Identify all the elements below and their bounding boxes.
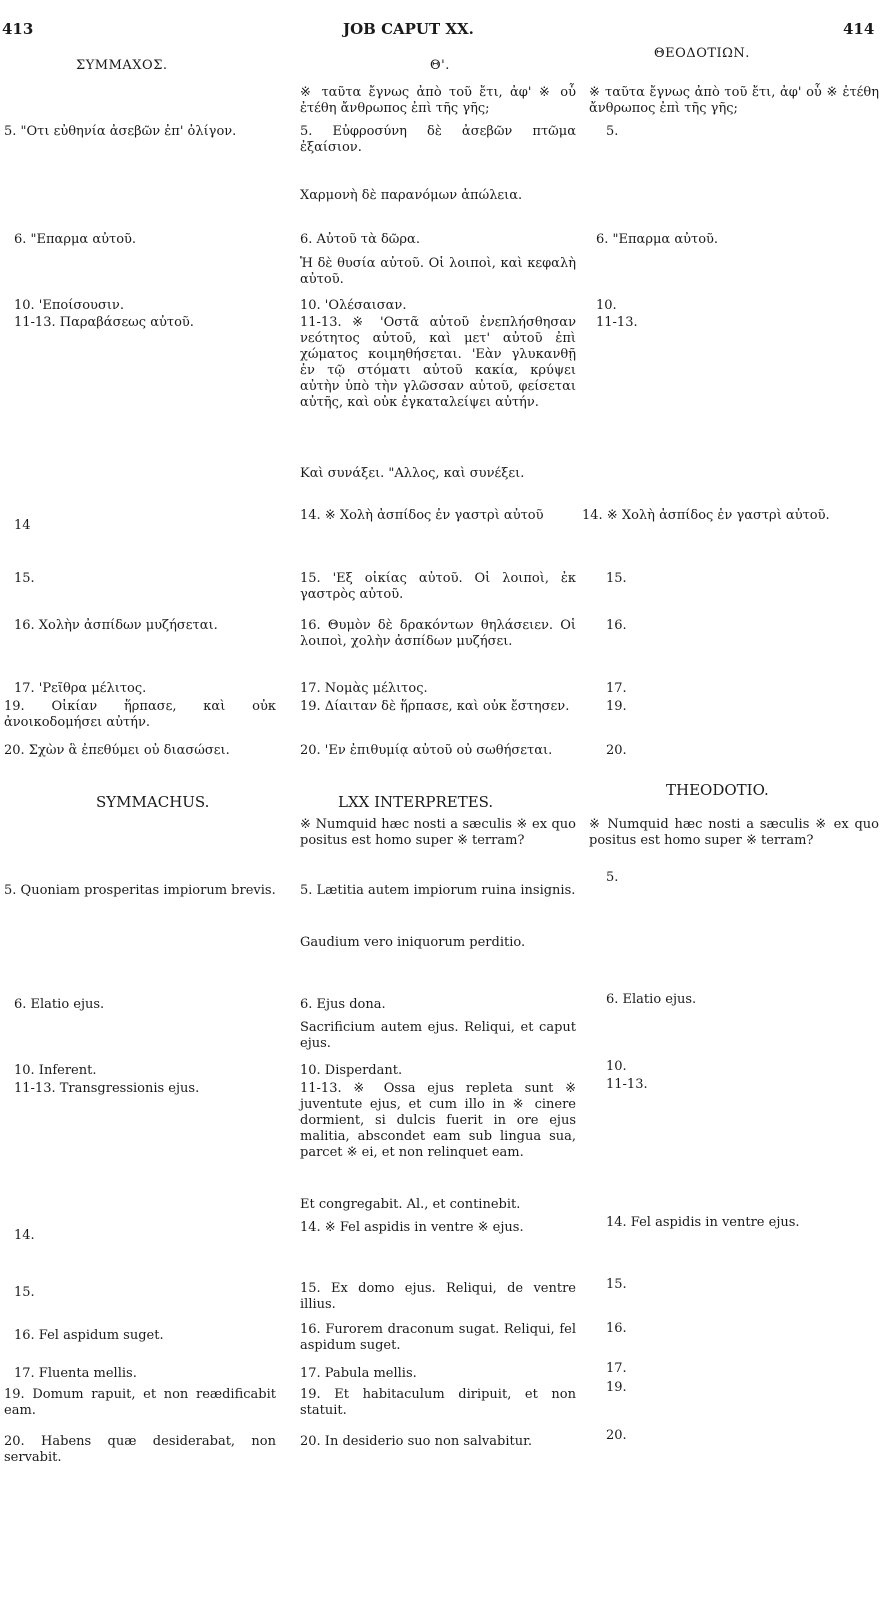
greek-theo-v17: 17. bbox=[606, 681, 627, 696]
greek-lxx-v5: 5. Εὐφροσύνη δὲ ἀσεβῶν πτῶμα ἐξαίσιον. bbox=[300, 124, 576, 155]
greek-lxx-v6-note: Ἡ δὲ θυσία αὐτοῦ. Οἱ λοιποὶ, καὶ κεφαλὴ αὐτοῦ. bbox=[300, 256, 576, 287]
latin-lxx-v20: 20. In desiderio suo non salvabitur. bbox=[300, 1434, 533, 1449]
latin-symmachus-head: SYMMACHUS. bbox=[96, 793, 210, 811]
greek-theo-v15: 15. bbox=[606, 571, 627, 586]
latin-sym-v15: 15. bbox=[14, 1285, 35, 1300]
latin-theo-v5: 5. bbox=[606, 870, 619, 885]
greek-sym-v20: 20. Σχὼν ἃ ἐπεθύμει οὐ διασώσει. bbox=[4, 743, 230, 758]
greek-lxx-v17: 17. Νομὰς μέλιτος. bbox=[300, 681, 428, 696]
greek-theo-v10: 10. bbox=[596, 298, 617, 313]
greek-lxx-head: Θ'. bbox=[430, 58, 450, 73]
latin-sym-v10: 10. Inferent. bbox=[14, 1063, 97, 1078]
latin-sym-v14: 14. bbox=[14, 1228, 35, 1243]
latin-lxx-v19: 19. Et habitaculum diripuit, et non statuit. bbox=[300, 1387, 576, 1418]
greek-lxx-v16: 16. Θυμὸν δὲ δρακόντων θηλάσειεν. Οἱ λοιποὶ, χολὴν ἀσπίδων μυζήσει. bbox=[300, 618, 576, 649]
latin-theo-v19: 19. bbox=[606, 1380, 627, 1395]
latin-lxx-v14: 14. ※ Fel aspidis in ventre ※ ejus. bbox=[300, 1220, 524, 1235]
latin-theo-v17: 17. bbox=[606, 1361, 627, 1376]
greek-lxx-v20: 20. 'Εν ἐπιθυμίᾳ αὐτοῦ οὐ σωθήσεται. bbox=[300, 743, 553, 758]
latin-sym-v11-13: 11-13. Transgressionis ejus. bbox=[14, 1081, 200, 1096]
right-page-number: 414 bbox=[843, 20, 875, 38]
greek-symmachus-head: ΣΥΜΜΑΧΟΣ. bbox=[76, 58, 168, 73]
greek-lxx-hexapla-intro: ※ ταῦτα ἔγνως ἀπὸ τοῦ ἔτι, ἀφ' ※ οὗ ἐτέθη ἄνθρωπος ἐπὶ τῆς γῆς; bbox=[300, 85, 576, 116]
greek-sym-v16: 16. Χολὴν ἀσπίδων μυζήσεται. bbox=[14, 618, 218, 633]
latin-sym-v20: 20. Habens quæ desiderabat, non servabit. bbox=[4, 1434, 276, 1465]
greek-theodotion-head: ΘΕΟΔΟΤΙΩΝ. bbox=[654, 46, 750, 61]
latin-theo-v11-13: 11-13. bbox=[606, 1077, 648, 1092]
greek-theo-v20: 20. bbox=[606, 743, 627, 758]
greek-lxx-v11-13-note: Καὶ συνάξει. "Αλλος, καὶ συνέξει. bbox=[300, 466, 525, 481]
greek-sym-v5: 5. "Οτι εὐθηνία ἀσεβῶν ἐπ' ὀλίγον. bbox=[4, 124, 237, 139]
latin-theo-v10: 10. bbox=[606, 1059, 627, 1074]
latin-theo-hexapla-intro: ※ Numquid hæc nosti a sæculis ※ ex quo positus est homo super ※ terram? bbox=[589, 817, 879, 848]
greek-theo-v6: 6. "Επαρμα αὐτοῦ. bbox=[596, 232, 719, 247]
latin-theo-v20: 20. bbox=[606, 1428, 627, 1443]
greek-theo-v11-13: 11-13. bbox=[596, 315, 638, 330]
left-page-number: 413 bbox=[2, 20, 34, 38]
greek-lxx-v15: 15. 'Εξ οἰκίας αὐτοῦ. Οἱ λοιποὶ, ἐκ γαστρὸς αὐτοῦ. bbox=[300, 571, 576, 602]
greek-lxx-v19: 19. Δίαιταν δὲ ἥρπασε, καὶ οὐκ ἔστησεν. bbox=[300, 699, 570, 714]
greek-lxx-v6: 6. Αὐτοῦ τὰ δῶρα. bbox=[300, 232, 420, 247]
greek-sym-v6: 6. "Επαρμα αὐτοῦ. bbox=[14, 232, 137, 247]
latin-lxx-v15: 15. Ex domo ejus. Reliqui, de ventre illius. bbox=[300, 1281, 576, 1312]
greek-sym-v14: 14 bbox=[14, 518, 31, 533]
greek-theo-v5: 5. bbox=[606, 124, 619, 139]
greek-lxx-v14: 14. ※ Χολὴ ἀσπίδος ἐν γαστρὶ αὐτοῦ bbox=[300, 508, 544, 523]
greek-sym-v17: 17. 'Ρεῖθρα μέλιτος. bbox=[14, 681, 147, 696]
greek-lxx-v5-alt: Χαρμονὴ δὲ παρανόμων ἀπώλεια. bbox=[300, 188, 523, 203]
latin-lxx-v17: 17. Pabula mellis. bbox=[300, 1366, 417, 1381]
greek-lxx-v10: 10. 'Ολέσαισαν. bbox=[300, 298, 407, 313]
greek-lxx-v11-13: 11-13. ※ 'Οστᾶ αὐτοῦ ἐνεπλήσθησαν νεότητος αὐτοῦ, καὶ μετ' αὐτοῦ ἐπὶ χώματος κοιμηθήσεται. 'Εὰν γλυκανθῇ ἐν τῷ στόματι αὐτοῦ κακία, κρύψει αὐτὴν ὑπὸ τὴν γλῶσσαν αὐτοῦ, φείσεται αὐτῆς, καὶ οὐκ ἐγκαταλείψει αὐτήν. bbox=[300, 315, 576, 410]
latin-theo-v6: 6. Elatio ejus. bbox=[606, 992, 697, 1007]
greek-sym-v11-13: 11-13. Παραβάσεως αὐτοῦ. bbox=[14, 315, 194, 330]
latin-sym-v19: 19. Domum rapuit, et non reædificabit eam. bbox=[4, 1387, 276, 1418]
latin-theo-v16: 16. bbox=[606, 1321, 627, 1336]
latin-lxx-v10: 10. Disperdant. bbox=[300, 1063, 403, 1078]
latin-lxx-v6-note: Sacrificium autem ejus. Reliqui, et caput ejus. bbox=[300, 1020, 576, 1051]
greek-sym-v15: 15. bbox=[14, 571, 35, 586]
latin-lxx-v11-13-note: Et congregabit. Al., et continebit. bbox=[300, 1197, 521, 1212]
latin-lxx-hexapla-intro: ※ Numquid hæc nosti a sæculis ※ ex quo positus est homo super ※ terram? bbox=[300, 817, 576, 848]
latin-sym-v17: 17. Fluenta mellis. bbox=[14, 1366, 137, 1381]
greek-sym-v10: 10. 'Εποίσουσιν. bbox=[14, 298, 124, 313]
greek-theo-v16: 16. bbox=[606, 618, 627, 633]
latin-lxx-v11-13: 11-13. ※ Ossa ejus repleta sunt ※ juventute ejus, et cum illo in ※ cinere dormient, si dulcis fuerit in ore ejus malitia, abscondet eam sub lingua sua, parcet ※ ei, et non relinquet eam. bbox=[300, 1081, 576, 1160]
page-title: JOB CAPUT XX. bbox=[343, 20, 474, 38]
latin-lxx-head: LXX INTERPRETES. bbox=[338, 793, 494, 811]
latin-theo-v14: 14. Fel aspidis in ventre ejus. bbox=[606, 1215, 800, 1230]
latin-sym-v5: 5. Quoniam prosperitas impiorum brevis. bbox=[4, 883, 276, 898]
greek-theo-v19: 19. bbox=[606, 699, 627, 714]
latin-lxx-v5: 5. Lætitia autem impiorum ruina insignis. bbox=[300, 883, 576, 898]
latin-lxx-v6: 6. Ejus dona. bbox=[300, 997, 386, 1012]
latin-lxx-v5-alt: Gaudium vero iniquorum perditio. bbox=[300, 935, 526, 950]
latin-sym-v16: 16. Fel aspidum suget. bbox=[14, 1328, 164, 1343]
latin-lxx-v16: 16. Furorem draconum sugat. Reliqui, fel aspidum suget. bbox=[300, 1322, 576, 1353]
greek-sym-v19: 19. Οἰκίαν ἥρπασε, καὶ οὐκ ἀνοικοδομήσει αὐτήν. bbox=[4, 699, 276, 730]
latin-sym-v6: 6. Elatio ejus. bbox=[14, 997, 105, 1012]
latin-theo-v15: 15. bbox=[606, 1277, 627, 1292]
greek-theo-hexapla-intro: ※ ταῦτα ἔγνως ἀπὸ τοῦ ἔτι, ἀφ' οὗ ※ ἐτέθη ἄνθρωπος ἐπὶ τῆς γῆς; bbox=[589, 85, 879, 116]
greek-theo-v14: 14. ※ Χολὴ ἀσπίδος ἐν γαστρὶ αὐτοῦ. bbox=[582, 508, 830, 523]
latin-theodotio-head: THEODOTIO. bbox=[666, 781, 769, 799]
